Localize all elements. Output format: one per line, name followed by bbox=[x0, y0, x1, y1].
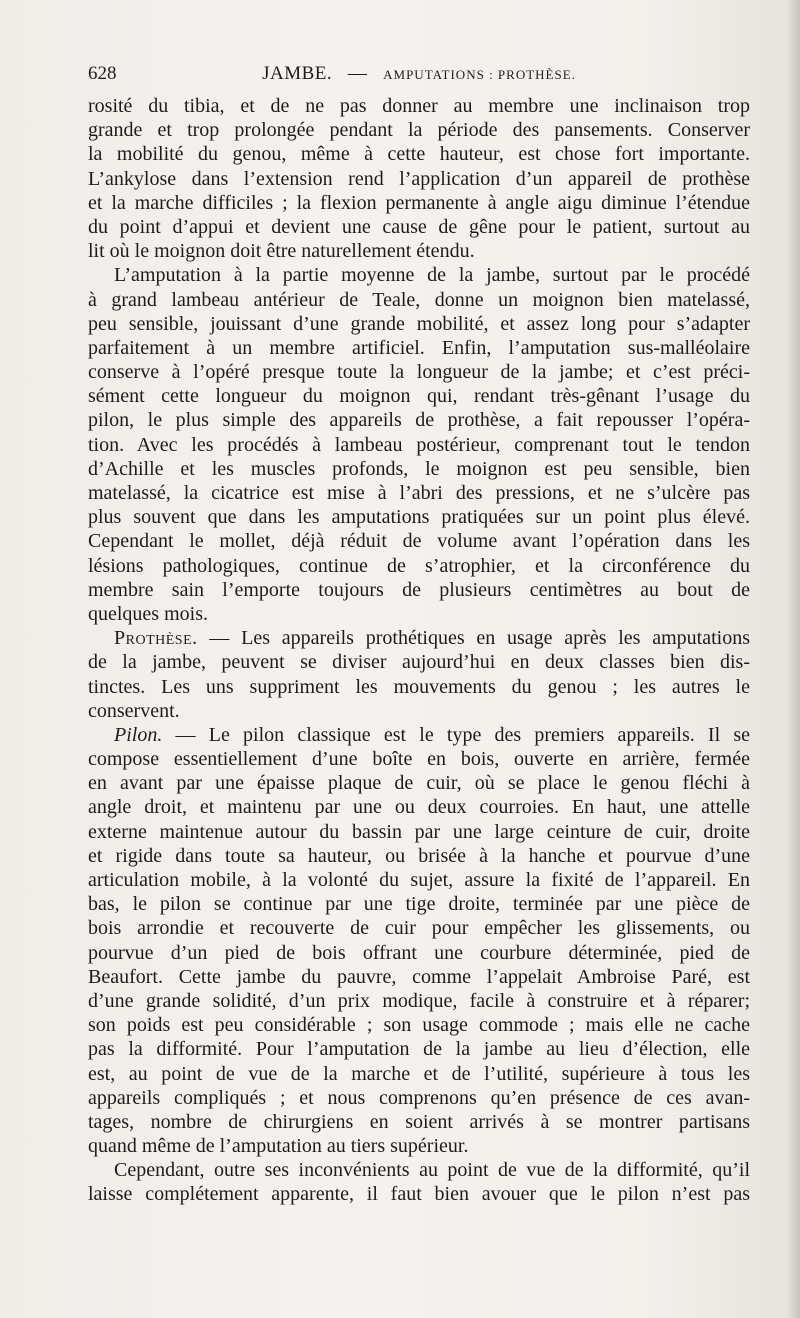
text-line: laisse complétement apparente, il faut bien avouer que le pilon n’est pas bbox=[88, 1183, 750, 1206]
paragraph bbox=[88, 263, 750, 626]
paragraph bbox=[88, 1158, 750, 1206]
text-line: pilon, le plus simple des appareils de prothèse, a fait repousser l’opéra- bbox=[88, 409, 750, 432]
text-line: Cependant, outre ses inconvénients au point de vue de la difformité, qu’il bbox=[114, 1159, 750, 1182]
text-line: sément cette longueur du moignon qui, rendant très-gênant l’usage du bbox=[88, 385, 750, 408]
text-line: lésions pathologiques, continue de s’atrophier, et la circonférence du bbox=[88, 554, 750, 577]
text-line: bois arrondie et recouverte de cuir pour empêcher les glissements, ou bbox=[88, 917, 750, 940]
text-line: pas la difformité. Pour l’amputation de la jambe au lieu d’élection, elle bbox=[88, 1038, 750, 1061]
text-line: son poids est peu considérable ; son usage commode ; mais elle ne cache bbox=[88, 1014, 750, 1037]
text-line: à grand lambeau antérieur de Teale, donne un moignon bien matelassé, bbox=[88, 288, 750, 311]
text-line: articulation mobile, à la volonté du sujet, assure la fixité de l’appareil. En bbox=[88, 869, 750, 891]
text-line: bas, le pilon se continue par une tige droite, terminée par une pièce de bbox=[88, 893, 750, 916]
page-edge-shadow bbox=[786, 0, 800, 1318]
text-line: tages, nombre de chirurgiens en soient arrivés à se montrer partisans bbox=[88, 1110, 750, 1133]
text-line: quand même de l’amputation au tiers supérieur. bbox=[88, 1135, 469, 1158]
text-line: L’ankylose dans l’extension rend l’application d’un appareil de prothèse bbox=[88, 167, 750, 190]
text-line: externe maintenue autour du bassin par une large ceinture de cuir, droite bbox=[88, 820, 750, 843]
text-line: et rigide dans toute sa hauteur, ou brisée à la hanche et pourvue d’une bbox=[88, 844, 750, 867]
text-line: conserve à l’opéré presque toute la longueur de la jambe; et c’est préci- bbox=[88, 361, 750, 384]
text-line bbox=[88, 626, 750, 650]
text-line: d’Achille et les muscles profonds, le moignon est peu sensible, bien bbox=[88, 457, 750, 480]
text-line: Beaufort. Cette jambe du pauvre, comme l’appelait Ambroise Paré, est bbox=[88, 965, 750, 988]
body-text bbox=[88, 94, 750, 1207]
text-line: du point d’appui et devient une cause de gêne pour le patient, surtout au bbox=[88, 215, 750, 238]
running-head bbox=[88, 60, 750, 89]
text-line bbox=[88, 723, 750, 747]
text-line: membre sain l’emporte toujours de plusieurs centimètres au bout de bbox=[88, 578, 750, 601]
section-lead-prothese: Prothèse. bbox=[114, 627, 198, 650]
page-header bbox=[88, 60, 750, 88]
text-line: angle droit, et maintenu par une ou deux courroies. En haut, une attelle bbox=[88, 796, 750, 819]
text-line: en avant par une épaisse plaque de cuir, où se place le genou fléchi à bbox=[88, 772, 750, 795]
text-line: lit où le moignon doit être naturellement étendu. bbox=[88, 240, 475, 263]
text-line: et la marche difficiles ; la flexion permanente à angle aigu diminue l’étendue bbox=[88, 191, 750, 214]
text-line: appareils compliqués ; et nous comprenons qu’en présence de ces avan- bbox=[88, 1086, 750, 1109]
text-line: d’une grande solidité, d’un prix modique, facile à construire et à réparer; bbox=[88, 989, 750, 1012]
text-line: compose essentiellement d’une boîte en bois, ouverte en arrière, fermée bbox=[88, 748, 750, 771]
text-line: rosité du tibia, et de ne pas donner au membre une inclinaison trop bbox=[88, 95, 750, 117]
text-line: conservent. bbox=[88, 699, 180, 722]
running-head-title: JAMBE. bbox=[262, 63, 333, 84]
text-line: grande et trop prolongée pendant la période des pansements. Conserver bbox=[88, 119, 750, 142]
paragraph bbox=[88, 626, 750, 723]
text-line: de la jambe, peuvent se diviser aujourd’hui en deux classes bien dis- bbox=[88, 651, 750, 674]
text-line: peu sensible, jouissant d’une grande mobilité, et assez long pour s’adapter bbox=[88, 312, 750, 335]
text-line: est, au point de vue de la marche et de l’utilité, supérieure à tous les bbox=[88, 1062, 750, 1085]
section-lead-pilon: Pilon. bbox=[114, 723, 163, 746]
text-line: parfaitement à un membre artificiel. Enfin, l’amputation sus-malléolaire bbox=[88, 336, 750, 359]
text-line: la mobilité du genou, même à cette hauteur, est chose fort importante. bbox=[88, 143, 750, 166]
running-head-separator: — bbox=[347, 63, 368, 84]
paragraph bbox=[88, 723, 750, 1158]
text-line: Cependant le mollet, déjà réduit de volume avant l’opération dans les bbox=[88, 530, 750, 553]
text-line: tinctes. Les uns suppriment les mouvements du genou ; les autres le bbox=[88, 675, 750, 698]
text-line: quelques mois. bbox=[88, 602, 208, 625]
text-line: plus souvent que dans les amputations pratiquées sur un point plus élevé. bbox=[88, 506, 750, 529]
text-line: pourvue d’un pied de bois offrant une courbure déterminée, pied de bbox=[88, 941, 750, 964]
text-line-rest: — Le pilon classique est le type des premiers appareils. Il se bbox=[162, 723, 750, 746]
paragraph bbox=[88, 94, 750, 263]
text-line-rest: — Les appareils prothétiques en usage après les amputations bbox=[197, 627, 750, 650]
text-line: tion. Avec les procédés à lambeau postérieur, comprenant tout le tendon bbox=[88, 433, 750, 456]
running-head-subtitle: AMPUTATIONS : PROTHÈSE. bbox=[383, 67, 576, 82]
page-number: 628 bbox=[88, 63, 117, 84]
text-line: matelassé, la cicatrice est mise à l’abri des pressions, et ne s’ulcère pas bbox=[88, 482, 750, 504]
text-line: L’amputation à la partie moyenne de la jambe, surtout par le procédé bbox=[114, 264, 750, 287]
